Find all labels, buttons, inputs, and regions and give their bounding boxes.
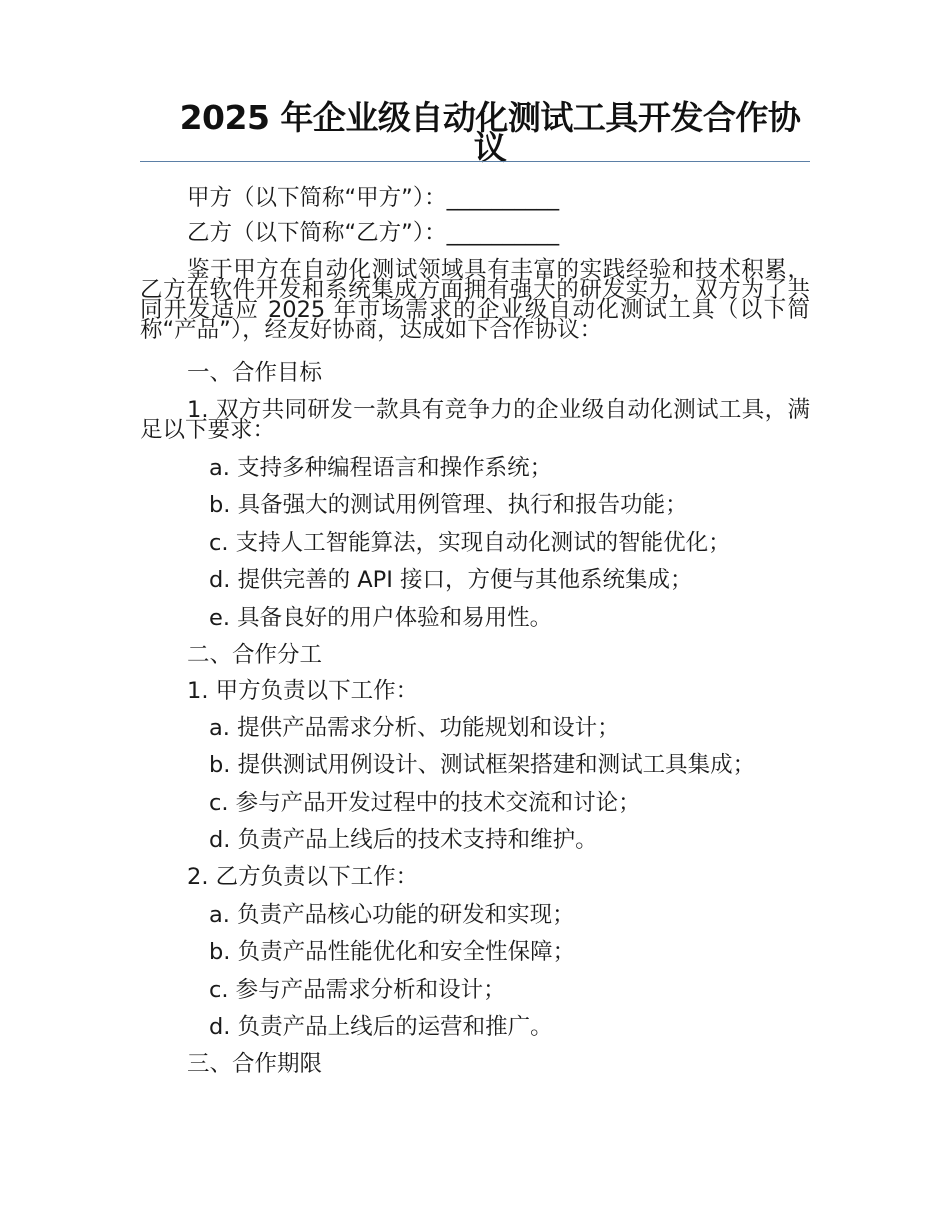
party-a-duty-item: b. 提供测试用例设计、测试框架搭建和测试工具集成； <box>209 752 756 778</box>
party-a-line: 甲方（以下简称“甲方”）：__________ <box>187 185 560 211</box>
goal-item: e. 具备良好的用户体验和易用性。 <box>209 605 553 631</box>
goal-item: b. 具备强大的测试用例管理、执行和报告功能； <box>209 492 688 518</box>
goal-item: c. 支持人工智能算法，实现自动化测试的智能优化； <box>209 530 731 556</box>
goal-item: d. 提供完善的 API 接口，方便与其他系统集成； <box>209 567 693 593</box>
preamble-paragraph: 鉴于甲方在自动化测试领域具有丰富的实践经验和技术积累，乙方在软件开发和系统集成方面拥有强大的研发实力，双方为了共同开发适应 2025 年市场需求的企业级自动化测试工具（以下简称“产品”），经友好协商，达成如下合作协议： <box>140 257 810 343</box>
party-b-duty-item: a. 负责产品核心功能的研发和实现； <box>209 902 575 928</box>
section-heading-division: 二、合作分工 <box>187 642 323 668</box>
document-title: 2025 年企业级自动化测试工具开发合作协议 <box>179 98 801 167</box>
party-a-duty-item: a. 提供产品需求分析、功能规划和设计； <box>209 715 620 741</box>
section-heading-goals: 一、合作目标 <box>187 360 323 386</box>
goal-item: a. 支持多种编程语言和操作系统； <box>209 455 553 481</box>
party-b-duty-item: c. 参与产品需求分析和设计； <box>209 977 506 1003</box>
party-a-duties-label: 1. 甲方负责以下工作： <box>187 678 419 704</box>
party-b-duty-item: d. 负责产品上线后的运营和推广。 <box>209 1014 553 1040</box>
goals-intro-paragraph: 1. 双方共同研发一款具有竞争力的企业级自动化测试工具，满足以下要求： <box>140 397 810 443</box>
section-heading-term: 三、合作期限 <box>187 1051 323 1077</box>
party-b-line: 乙方（以下简称“乙方”）：__________ <box>187 220 560 246</box>
party-a-duty-item: c. 参与产品开发过程中的技术交流和讨论； <box>209 790 641 816</box>
party-b-duty-item: b. 负责产品性能优化和安全性保障； <box>209 939 576 965</box>
title-divider <box>140 161 810 162</box>
party-a-duty-item: d. 负责产品上线后的技术支持和维护。 <box>209 827 598 853</box>
party-b-duties-label: 2. 乙方负责以下工作： <box>187 864 419 890</box>
